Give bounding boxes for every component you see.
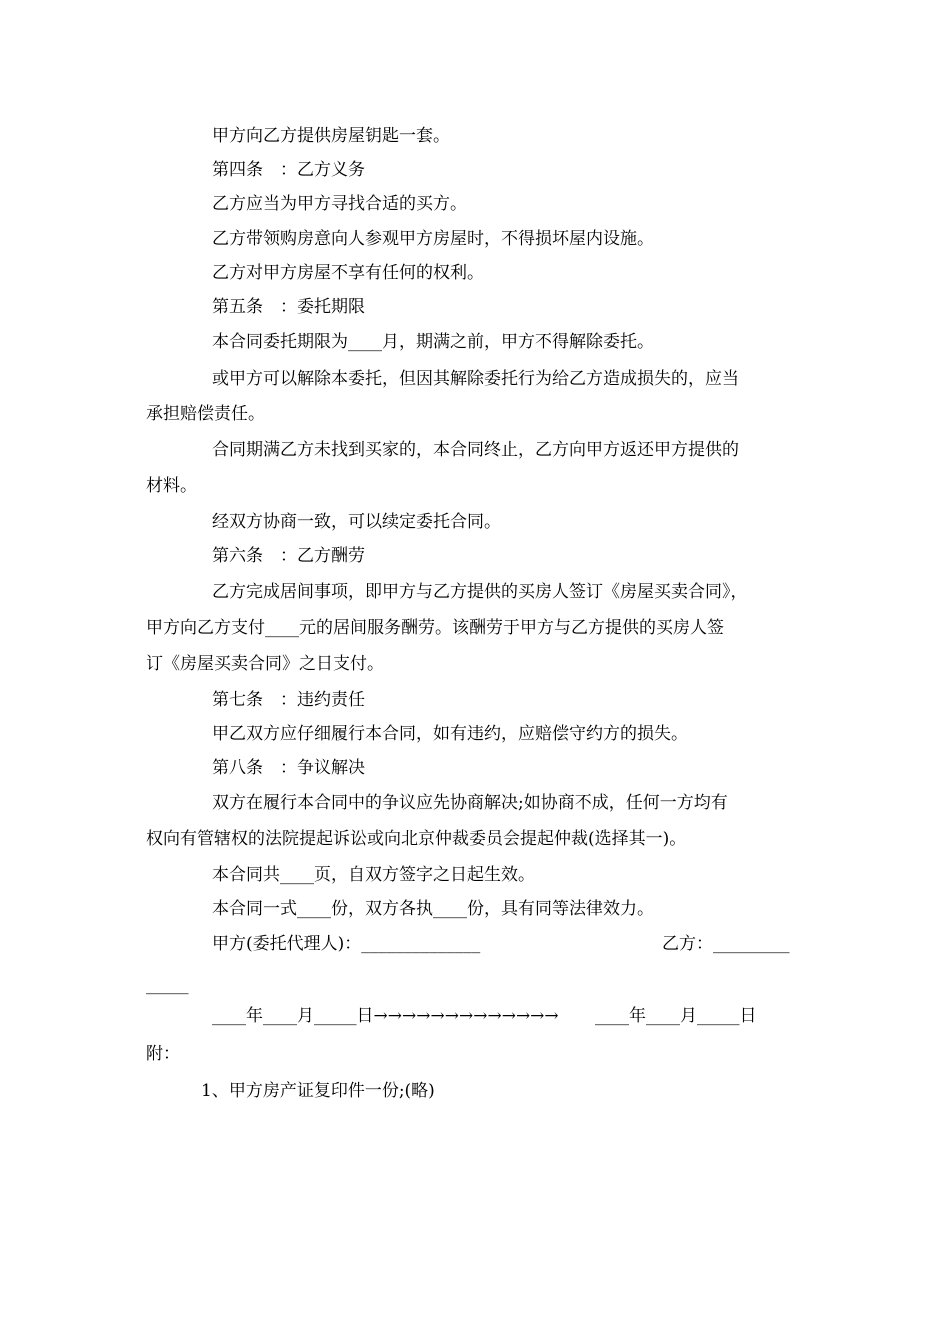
text-line: 乙方对甲方房屋不享有任何的权利。 [212,263,484,283]
appendix-item: 1、甲方房产证复印件一份;(略) [201,1081,435,1101]
text-line: 承担赔偿责任。 [146,404,265,424]
text-line: 本合同共____页，自双方签字之日起生效。 [212,865,535,885]
text-line: 甲乙双方应仔细履行本合同，如有违约，应赔偿守约方的损失。 [212,724,688,744]
text-line: 订《房屋买卖合同》之日支付。 [146,654,384,674]
article-heading: 第八条 ：争议解决 [212,758,365,778]
party-b-signature: 乙方：_________ [662,934,790,954]
article-heading: 第六条 ：乙方酬劳 [212,546,365,566]
text-line: 乙方带领购房意向人参观甲方房屋时，不得损坏屋内设施。 [212,229,654,249]
article-heading: 第四条 ：乙方义务 [212,160,365,180]
party-b-signature-cont: _____ [146,975,189,995]
text-line: 双方在履行本合同中的争议应先协商解决;如协商不成，任何一方均有 [212,793,728,813]
text-line: 乙方应当为甲方寻找合适的买方。 [212,194,467,214]
text-line: 乙方完成居间事项，即甲方与乙方提供的买房人签订《房屋买卖合同》， [212,582,748,602]
text-line: 或甲方可以解除本委托，但因其解除委托行为给乙方造成损失的，应当 [212,369,739,389]
text-line: 合同期满乙方未找到买家的，本合同终止，乙方向甲方返还甲方提供的 [212,440,739,460]
text-line: 材料。 [146,476,197,496]
text-line: 经双方协商一致，可以续定委托合同。 [212,512,501,532]
text-line: 本合同委托期限为____月，期满之前，甲方不得解除委托。 [212,332,654,352]
appendix-title: 附： [146,1044,180,1064]
text-line: 权向有管辖权的法院提起诉讼或向北京仲裁委员会提起仲裁(选择其一)。 [146,829,687,849]
article-heading: 第五条 ：委托期限 [212,297,365,317]
party-a-signature: 甲方(委托代理人)：______________ [212,934,481,954]
date-line-left: ____年____月_____日→→→→→→→→→→→→→ [212,1006,559,1026]
text-line: 本合同一式____份，双方各执____份，具有同等法律效力。 [212,899,654,919]
text-line: 甲方向乙方支付____元的居间服务酬劳。该酬劳于甲方与乙方提供的买房人签 [146,618,724,638]
text-line: 甲方向乙方提供房屋钥匙一套。 [212,126,450,146]
article-heading: 第七条 ：违约责任 [212,690,365,710]
date-line-right: ____年____月_____日 [595,1006,757,1026]
